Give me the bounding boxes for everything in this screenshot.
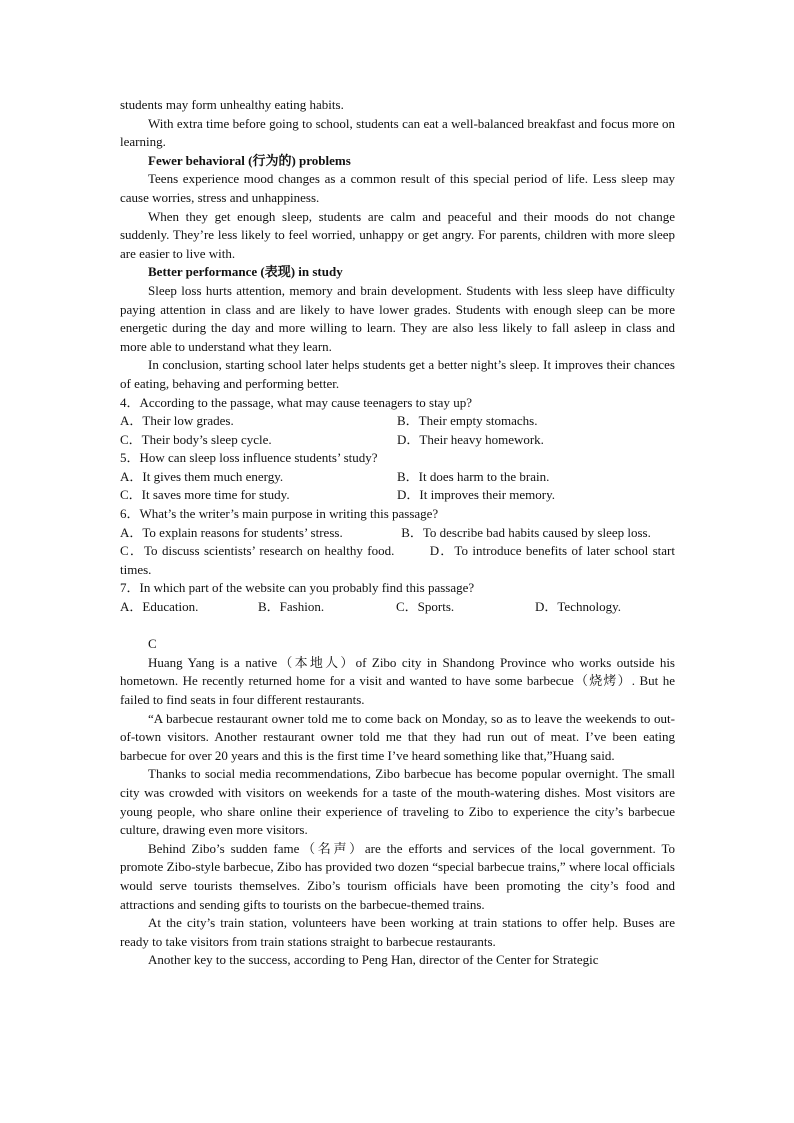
document-page: [120, 96, 679, 970]
options-row: [120, 431, 675, 450]
options-cd: C．To discuss scientists’ research on healthy food. D．To introduce benefits of later school start times.: [120, 543, 679, 577]
question-stem: 6．What’s the writer’s main purpose in writing this passage?: [120, 506, 439, 522]
options-row: [120, 468, 675, 487]
paragraph: students may form unhealthy eating habits.: [120, 97, 344, 112]
option-a: A．Education.: [120, 599, 199, 615]
option-b: B．Their empty stomachs.: [397, 413, 538, 429]
option-a: A．It gives them much energy.: [120, 468, 284, 484]
section-label: C: [148, 636, 157, 652]
option-d: D．It improves their memory.: [397, 487, 556, 503]
question-stem: 7．In which part of the website can you probably find this passage?: [120, 580, 475, 596]
options-ab: A．To explain reasons for students’ stress. B．To describe bad habits caused by sleep loss.: [120, 524, 651, 540]
paragraph: At the city’s train station, volunteers have been working at train stations to offer help. Buses are ready to take visitors from train stations straight to barbecue restaurants.: [120, 915, 675, 949]
paragraph: When they get enough sleep, students are calm and peaceful and their moods do not change suddenly. They’re less likely to feel worried, unhappy or get angry. For parents, children with more sleep are easier to live with.: [120, 208, 675, 261]
option-d: D．Their heavy homework.: [397, 431, 544, 447]
paragraph: Huang Yang is a native（本地人）of Zibo city in Shandong Province who works outside his hometown. He recently returned home for a visit and wanted to have some barbecue（烧烤）. But he failed to find seats in four different restaurants.: [120, 654, 675, 707]
option-d: D．Technology.: [535, 599, 621, 615]
section-heading: Fewer behavioral (行为的) problems: [148, 152, 351, 168]
question-stem: 4．According to the passage, what may cause teenagers to stay up?: [120, 394, 472, 410]
paragraph: Another key to the success, according to Peng Han, director of the Center for Strategic: [148, 952, 599, 968]
options-row: [120, 412, 675, 431]
option-c: C．It saves more time for study.: [120, 487, 290, 503]
option-c: C．Sports.: [396, 599, 455, 615]
paragraph: “A barbecue restaurant owner told me to come back on Monday, so as to leave the weekends to out-of-town visitors. Another restaurant owner told me that they had run out of meat. I’ve been eating barbecue for over 20 years and this is the first time I’ve heard something like that,”Huang said.: [120, 710, 675, 763]
option-c: C．Their body’s sleep cycle.: [120, 431, 272, 447]
option-a: A．Their low grades.: [120, 413, 234, 429]
paragraph: Behind Zibo’s sudden fame（名声）are the efforts and services of the local government. To promote Zibo-style barbecue, Zibo has provided two dozen “special barbecue trains,” where local officials would serve tourists themselves. Zibo’s tourism officials have been promoting the city’s food and attractions and sending gifts to tourists on the barbecue-themed trains.: [120, 840, 675, 912]
paragraph: In conclusion, starting school later helps students get a better night’s sleep. It improves their chances of eating, behaving and performing better.: [120, 357, 675, 391]
options-row: [120, 598, 675, 617]
paragraph: Thanks to social media recommendations, Zibo barbecue has become popular overnight. The small city was crowded with visitors on weekends for a taste of the mouth-watering dishes. Most visitors are young people, who share online their experience of traveling to Zibo to experience the city’s barbecue culture, drawing even more visitors.: [120, 766, 675, 838]
paragraph: Teens experience mood changes as a common result of this special period of life. Less sleep may cause worries, stress and unhappiness.: [120, 171, 675, 205]
option-b: B．Fashion.: [258, 599, 325, 615]
paragraph: Sleep loss hurts attention, memory and brain development. Students with less sleep have difficulty paying attention in class and are likely to have lower grades. Students with enough sleep can be more energetic during the day and more willing to learn. They are also less likely to fall asleep in class and more able to understand what they learn.: [120, 282, 675, 354]
paragraph: With extra time before going to school, students can eat a well-balanced breakfast and focus more on learning.: [120, 115, 675, 150]
spacer: [120, 617, 675, 636]
options-row: [120, 486, 675, 505]
section-heading: Better performance (表现) in study: [148, 264, 343, 280]
option-b: B．It does harm to the brain.: [397, 468, 550, 484]
question-stem: 5．How can sleep loss influence students’ study?: [120, 450, 378, 466]
